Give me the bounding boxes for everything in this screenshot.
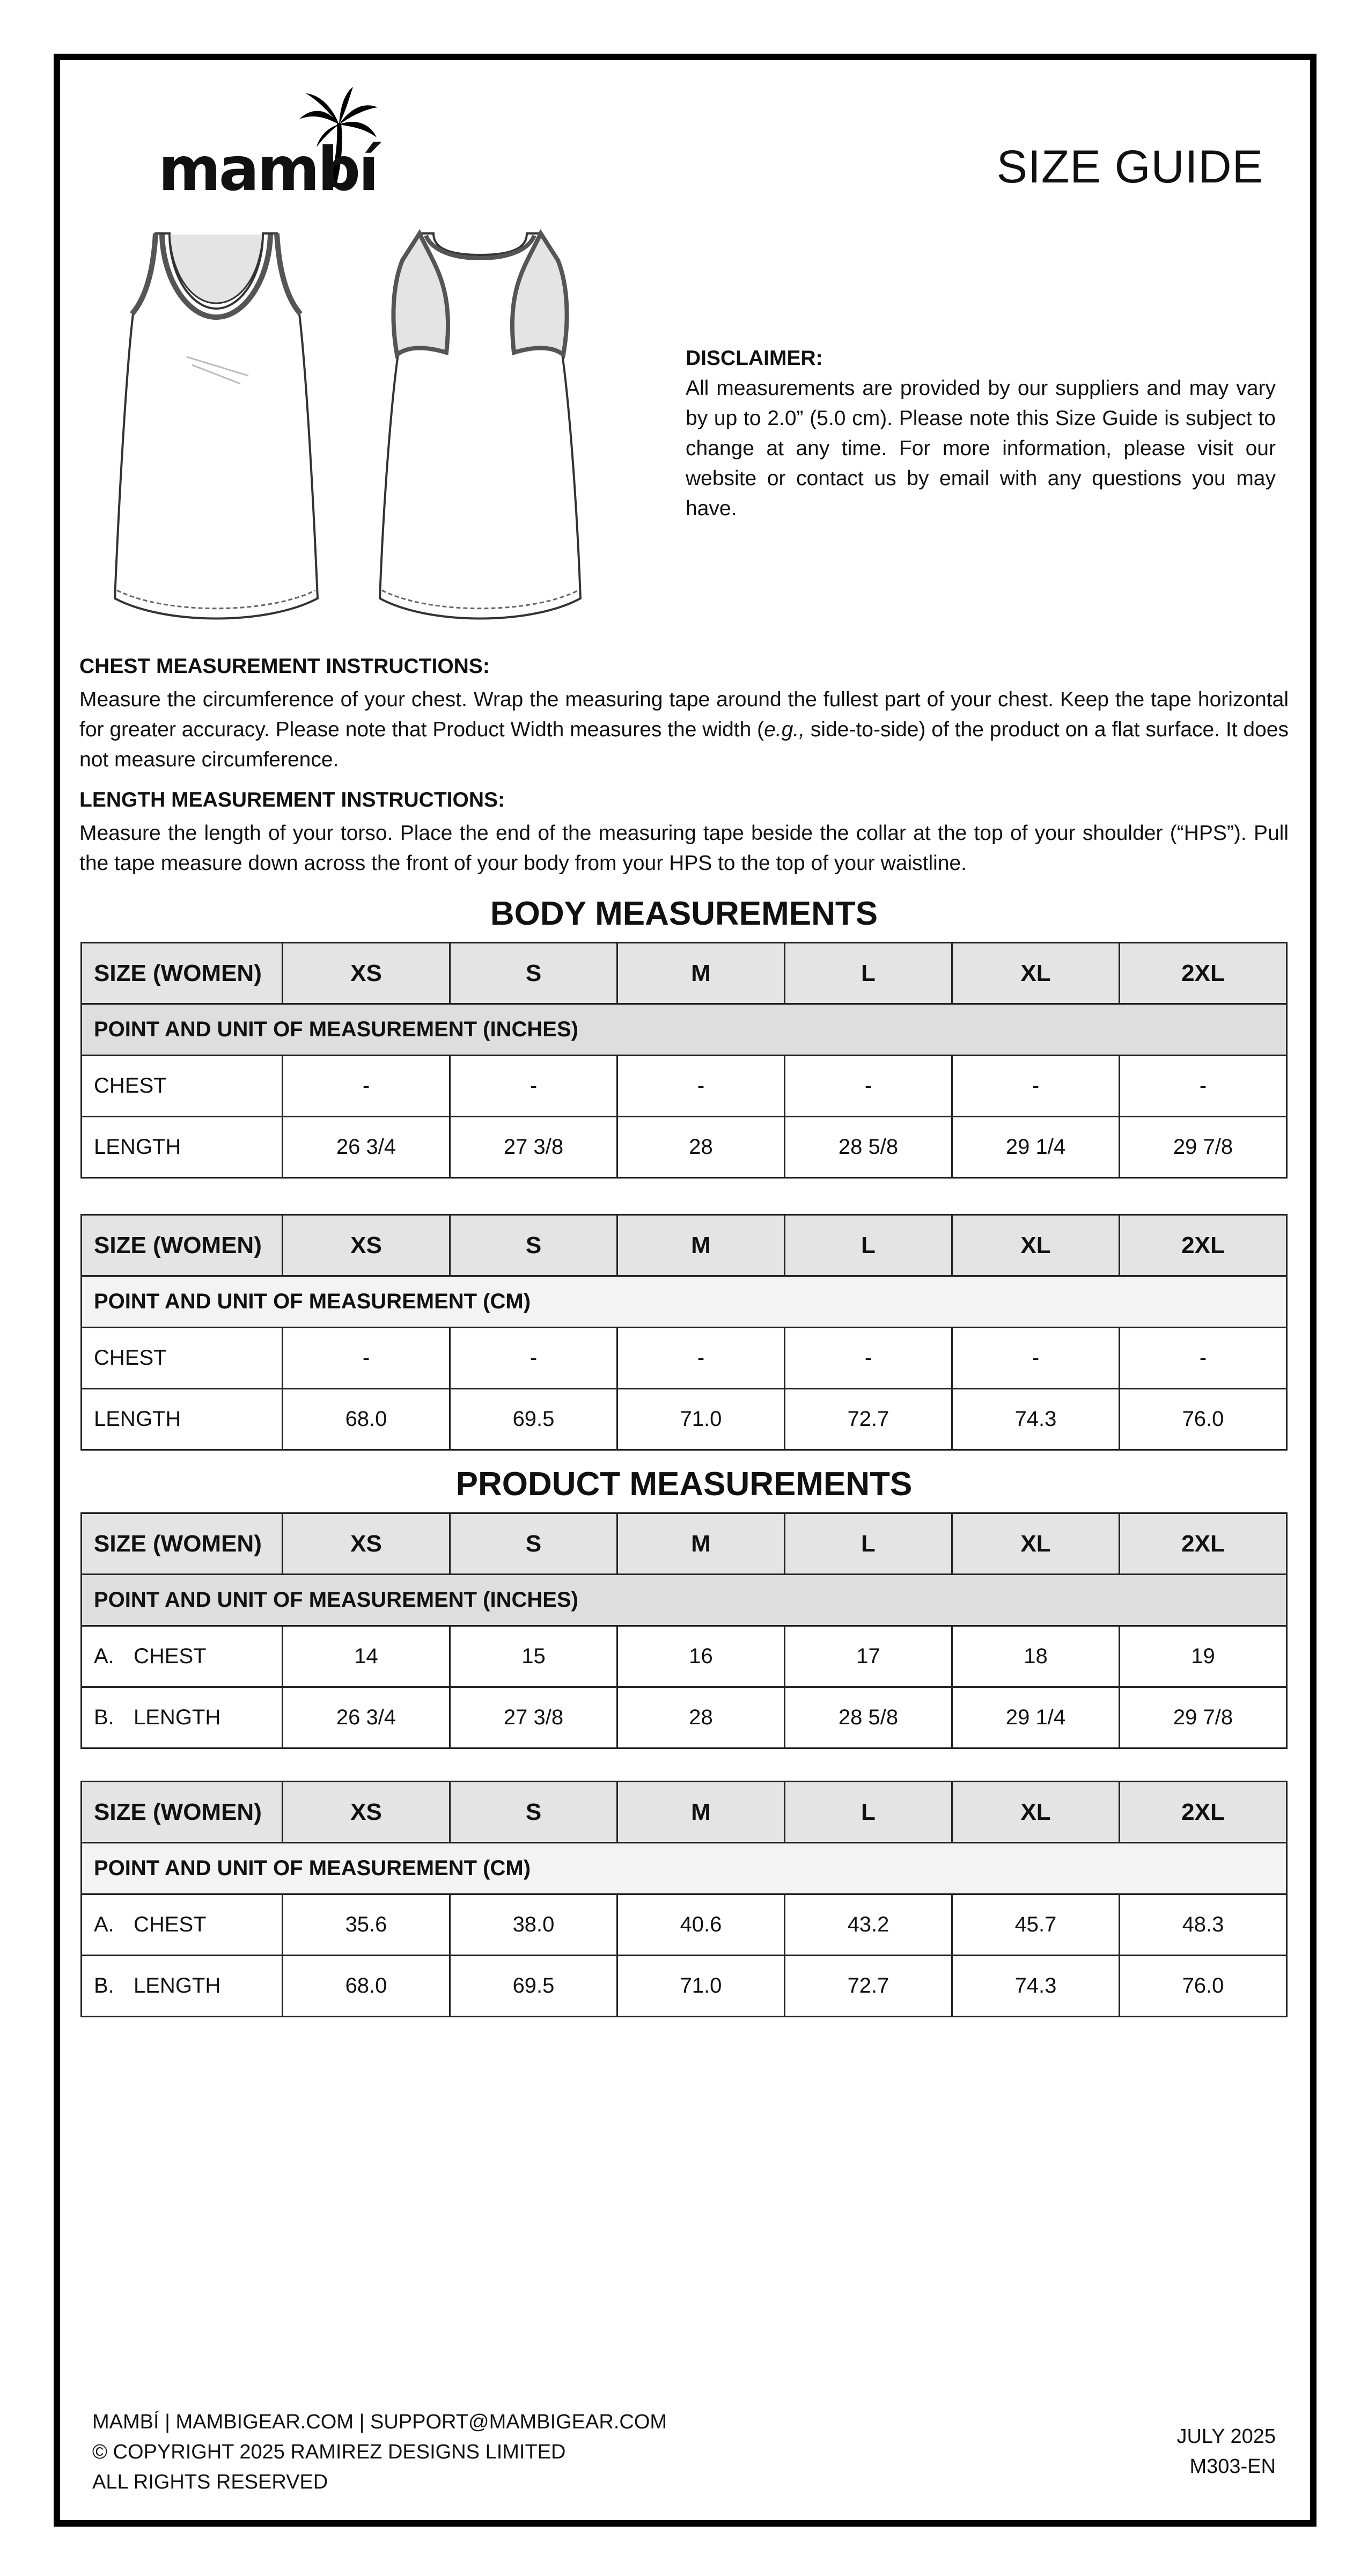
unit-row: [82, 1276, 1287, 1328]
cell: 76.0: [1120, 1956, 1287, 2017]
chest-text-part-1: Measure the circumference of your chest. Wrap the measuring tape around the fullest part of your chest. Keep the tape horizontal for greater accuracy. Please note that Product Width measures the width (: [79, 688, 1289, 741]
length-instructions-text: Measure the length of your torso. Place the end of the measuring tape beside the collar at the top of your shoulder (“HPS”). Pull the tape measure down across the front of your body from your HPS to the top of your waistline.: [79, 822, 1289, 875]
cell: 48.3: [1120, 1894, 1287, 1956]
cell: 26 3/4: [283, 1117, 450, 1178]
unit-label: POINT AND UNIT OF MEASUREMENT (INCHES): [82, 1575, 1287, 1626]
cell: 69.5: [450, 1956, 617, 2017]
cell: -: [1120, 1056, 1287, 1117]
row-label: [82, 1687, 283, 1748]
row-label-text: CHEST: [134, 1644, 207, 1668]
table-row: [82, 1626, 1287, 1687]
size-header: SIZE (WOMEN): [82, 1513, 283, 1575]
row-prefix: A.: [94, 1644, 114, 1668]
cell: 43.2: [785, 1894, 952, 1956]
row-label: [82, 1626, 283, 1687]
cell: 72.7: [785, 1956, 952, 2017]
cell: 17: [785, 1626, 952, 1687]
size-header: SIZE (WOMEN): [82, 943, 283, 1004]
product-measurements-cm-table: [80, 1781, 1288, 2017]
cell: 45.7: [952, 1894, 1120, 1956]
length-instructions: [79, 785, 1289, 879]
unit-row: [82, 1843, 1287, 1894]
cell: 28: [617, 1117, 785, 1178]
row-prefix: B.: [94, 1974, 114, 1997]
cell: 29 7/8: [1120, 1687, 1287, 1748]
row-label-text: LENGTH: [134, 1706, 221, 1729]
table-row: [82, 1328, 1287, 1389]
chest-instructions-text: [79, 685, 1289, 775]
page-title: SIZE GUIDE: [996, 141, 1263, 193]
row-label-text: LENGTH: [134, 1974, 221, 1997]
table-row: [82, 1056, 1287, 1117]
product-measurements-title: PRODUCT MEASUREMENTS: [455, 1466, 913, 1503]
body-measurements-title: BODY MEASUREMENTS: [490, 895, 878, 932]
cell: -: [617, 1328, 785, 1389]
size-m: M: [617, 1215, 785, 1276]
table-row: [82, 1687, 1287, 1748]
cell: 29 1/4: [952, 1687, 1120, 1748]
table-header-row: [82, 1513, 1287, 1575]
tank-top-front-illustration: [106, 228, 326, 628]
unit-row: [82, 1575, 1287, 1626]
tank-top-back-illustration: [370, 228, 590, 628]
cell: 14: [283, 1626, 450, 1687]
cell: -: [283, 1056, 450, 1117]
footer-copyright: © COPYRIGHT 2025 RAMIREZ DESIGNS LIMITED: [92, 2441, 566, 2463]
size-header: SIZE (WOMEN): [82, 1782, 283, 1843]
cell: 40.6: [617, 1894, 785, 1956]
disclaimer-heading: DISCLAIMER:: [686, 347, 823, 370]
chest-text-part-2: side-to-side) of the product on a flat surface. It does not measure circumference.: [79, 718, 1289, 771]
row-label: [82, 1894, 283, 1956]
disclaimer-block: [686, 343, 1276, 524]
cell: -: [450, 1328, 617, 1389]
table-header-row: [82, 1782, 1287, 1843]
cell: 28 5/8: [785, 1117, 952, 1178]
cell: -: [1120, 1328, 1287, 1389]
cell: 69.5: [450, 1389, 617, 1450]
footer-doc-code: M303-EN: [1189, 2455, 1276, 2478]
size-xl: XL: [952, 1513, 1120, 1575]
size-m: M: [617, 943, 785, 1004]
cell: 28 5/8: [785, 1687, 952, 1748]
table-header-row: [82, 1215, 1287, 1276]
size-l: L: [785, 943, 952, 1004]
size-header: SIZE (WOMEN): [82, 1215, 283, 1276]
footer-left: [92, 2407, 667, 2497]
cell: 26 3/4: [283, 1687, 450, 1748]
table-row: [82, 1389, 1287, 1450]
cell: 19: [1120, 1626, 1287, 1687]
cell: 27 3/8: [450, 1117, 617, 1178]
row-prefix: B.: [94, 1706, 114, 1729]
size-xl: XL: [952, 1215, 1120, 1276]
cell: 38.0: [450, 1894, 617, 1956]
unit-label: POINT AND UNIT OF MEASUREMENT (CM): [82, 1276, 1287, 1328]
cell: 28: [617, 1687, 785, 1748]
body-measurements-inches-table: [80, 942, 1288, 1179]
size-2xl: 2XL: [1120, 943, 1287, 1004]
cell: 74.3: [952, 1389, 1120, 1450]
cell: -: [785, 1328, 952, 1389]
table-row: [82, 1117, 1287, 1178]
chest-text-italic: e.g.,: [764, 718, 805, 741]
cell: 15: [450, 1626, 617, 1687]
size-xs: XS: [283, 943, 450, 1004]
row-label: LENGTH: [82, 1117, 283, 1178]
body-measurements-cm-table: [80, 1214, 1288, 1451]
cell: 71.0: [617, 1389, 785, 1450]
size-xs: XS: [283, 1215, 450, 1276]
cell: -: [617, 1056, 785, 1117]
cell: -: [785, 1056, 952, 1117]
footer-right: [1176, 2421, 1276, 2482]
size-xl: XL: [952, 943, 1120, 1004]
cell: -: [952, 1328, 1120, 1389]
size-l: L: [785, 1782, 952, 1843]
row-label-text: CHEST: [134, 1913, 207, 1936]
size-xs: XS: [283, 1782, 450, 1843]
cell: 68.0: [283, 1389, 450, 1450]
cell: 29 7/8: [1120, 1117, 1287, 1178]
cell: 76.0: [1120, 1389, 1287, 1450]
product-measurements-inches-table: [80, 1512, 1288, 1749]
cell: 35.6: [283, 1894, 450, 1956]
cell: 74.3: [952, 1956, 1120, 2017]
brand-wordmark: mambí: [158, 135, 377, 204]
table-header-row: [82, 943, 1287, 1004]
table-row: [82, 1894, 1287, 1956]
chest-instructions: [79, 652, 1289, 775]
cell: 18: [952, 1626, 1120, 1687]
cell: -: [283, 1328, 450, 1389]
size-m: M: [617, 1782, 785, 1843]
row-label: [82, 1956, 283, 2017]
size-l: L: [785, 1513, 952, 1575]
cell: 72.7: [785, 1389, 952, 1450]
length-instructions-heading: LENGTH MEASUREMENT INSTRUCTIONS:: [79, 788, 505, 811]
disclaimer-text: All measurements are provided by our suppliers and may vary by up to 2.0” (5.0 cm). Please note this Size Guide is subject to change at any time. For more information, please visit our website or contact us by email with any questions you may have.: [686, 377, 1276, 520]
unit-row: [82, 1004, 1287, 1056]
chest-instructions-heading: CHEST MEASUREMENT INSTRUCTIONS:: [79, 655, 490, 678]
brand-logo: [158, 86, 384, 204]
footer-rights: ALL RIGHTS RESERVED: [92, 2471, 328, 2493]
cell: 68.0: [283, 1956, 450, 2017]
cell: -: [952, 1056, 1120, 1117]
size-xs: XS: [283, 1513, 450, 1575]
row-label: CHEST: [82, 1328, 283, 1389]
row-prefix: A.: [94, 1913, 114, 1936]
size-s: S: [450, 943, 617, 1004]
cell: 29 1/4: [952, 1117, 1120, 1178]
row-label: CHEST: [82, 1056, 283, 1117]
size-m: M: [617, 1513, 785, 1575]
size-2xl: 2XL: [1120, 1513, 1287, 1575]
size-s: S: [450, 1215, 617, 1276]
cell: 71.0: [617, 1956, 785, 2017]
size-2xl: 2XL: [1120, 1782, 1287, 1843]
cell: 16: [617, 1626, 785, 1687]
cell: 27 3/8: [450, 1687, 617, 1748]
footer-date: JULY 2025: [1176, 2425, 1276, 2448]
size-s: S: [450, 1782, 617, 1843]
size-l: L: [785, 1215, 952, 1276]
unit-label: POINT AND UNIT OF MEASUREMENT (CM): [82, 1843, 1287, 1894]
cell: -: [450, 1056, 617, 1117]
size-xl: XL: [952, 1782, 1120, 1843]
size-2xl: 2XL: [1120, 1215, 1287, 1276]
footer-contact: MAMBÍ | MAMBIGEAR.COM | SUPPORT@MAMBIGEAR.COM: [92, 2411, 667, 2433]
size-s: S: [450, 1513, 617, 1575]
table-row: [82, 1956, 1287, 2017]
row-label: LENGTH: [82, 1389, 283, 1450]
unit-label: POINT AND UNIT OF MEASUREMENT (INCHES): [82, 1004, 1287, 1056]
